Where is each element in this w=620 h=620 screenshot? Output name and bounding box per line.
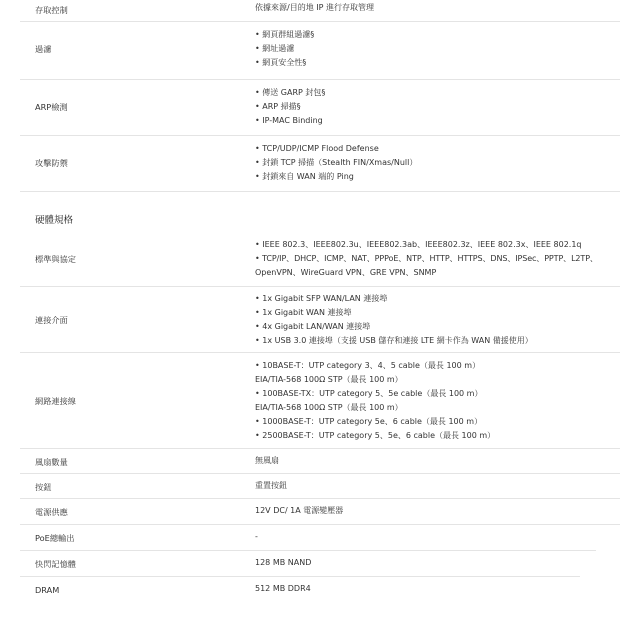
spec-row-flash bbox=[20, 551, 580, 577]
list-item: • IP-MAC Binding bbox=[255, 116, 323, 125]
list-item: EIA/TIA-568 100Ω STP（最長 100 m） bbox=[255, 375, 403, 384]
list-item: • 封鎖 TCP 掃描（Stealth FIN/Xmas/Null） bbox=[255, 158, 418, 167]
spec-label: 過濾 bbox=[35, 44, 52, 54]
list-item: • 網頁群組過濾§ bbox=[255, 30, 315, 39]
list-item: • TCP/UDP/ICMP Flood Defense bbox=[255, 144, 379, 153]
spec-label: DRAM bbox=[35, 585, 60, 595]
spec-value: 無風扇 bbox=[255, 456, 279, 465]
spec-label: 電源供應 bbox=[35, 507, 68, 517]
spec-value: 重置按鈕 bbox=[255, 481, 287, 490]
spec-row-poe bbox=[20, 525, 596, 551]
spec-row-standards bbox=[20, 232, 620, 287]
list-item: • 100BASE-TX：UTP category 5、5e cable（最長 100 m） bbox=[255, 389, 483, 398]
list-item: • 1x USB 3.0 連接埠（支援 USB 儲存和連接 LTE 網卡作為 WAN 備援使用） bbox=[255, 336, 533, 345]
list-item: • 4x Gigabit LAN/WAN 連接埠 bbox=[255, 322, 371, 331]
spec-value-list bbox=[255, 142, 417, 184]
list-item: • ARP 掃描§ bbox=[255, 102, 301, 111]
spec-row-cabling bbox=[20, 353, 620, 449]
spec-row-power bbox=[20, 499, 620, 525]
list-item: • 網址過濾 bbox=[255, 44, 295, 53]
spec-row-filter bbox=[20, 22, 620, 80]
spec-value-list bbox=[255, 292, 533, 348]
spec-value: 128 MB NAND bbox=[255, 558, 312, 567]
spec-row-fans bbox=[20, 449, 620, 474]
list-item: • IEEE 802.3、IEEE802.3u、IEEE802.3ab、IEEE802.3z、IEEE 802.3x、IEEE 802.1q bbox=[255, 240, 582, 249]
list-item: • 2500BASE-T：UTP category 5、5e、6 cable（最長 100 m） bbox=[255, 431, 496, 440]
spec-row-interfaces bbox=[20, 287, 620, 353]
list-item: OpenVPN、WireGuard VPN、GRE VPN、SNMP bbox=[255, 268, 437, 277]
list-item: • 傳送 GARP 封包§ bbox=[255, 88, 326, 97]
spec-label: 按鈕 bbox=[35, 482, 52, 492]
spec-label: ARP檢測 bbox=[35, 102, 68, 112]
spec-label: 網路連接線 bbox=[35, 396, 76, 406]
spec-row-buttons bbox=[20, 474, 620, 499]
spec-label: 風扇數量 bbox=[35, 457, 68, 467]
list-item: • TCP/IP、DHCP、ICMP、NAT、PPPoE、NTP、HTTP、HTTPS、DNS、IPSec、PPTP、L2TP、 bbox=[255, 254, 598, 263]
list-item: • 10BASE-T：UTP category 3、4、5 cable（最長 100 m） bbox=[255, 361, 481, 370]
spec-row-attack-defense bbox=[20, 136, 620, 192]
spec-value-list bbox=[255, 238, 598, 280]
spec-value: 12V DC/ 1A 電源變壓器 bbox=[255, 506, 344, 515]
spec-label: 連接介面 bbox=[35, 315, 68, 325]
spec-value-list bbox=[255, 359, 495, 443]
spec-label: 攻擊防禦 bbox=[35, 158, 68, 168]
spec-label: 存取控制 bbox=[35, 5, 68, 15]
spec-label: 快閃記憶體 bbox=[35, 559, 76, 569]
spec-value-list bbox=[255, 28, 314, 70]
spec-value-list bbox=[255, 86, 325, 128]
spec-value: 512 MB DDR4 bbox=[255, 584, 311, 593]
list-item: • 網頁安全性§ bbox=[255, 58, 307, 67]
list-item: EIA/TIA-568 100Ω STP（最長 100 m） bbox=[255, 403, 403, 412]
spec-row-arp bbox=[20, 80, 620, 136]
list-item: • 1x Gigabit SFP WAN/LAN 連接埠 bbox=[255, 294, 388, 303]
list-item: • 封鎖來自 WAN 端的 Ping bbox=[255, 172, 354, 181]
spec-row-access-control bbox=[20, 0, 620, 22]
spec-value: 依據來源/目的地 IP 進行存取管理 bbox=[255, 3, 374, 12]
spec-value: - bbox=[255, 532, 258, 541]
list-item: • 1x Gigabit WAN 連接埠 bbox=[255, 308, 352, 317]
spec-row-dram bbox=[20, 577, 580, 603]
spec-label: 標準與協定 bbox=[35, 254, 76, 264]
section-heading-hardware: 硬體規格 bbox=[35, 215, 74, 226]
list-item: • 1000BASE-T：UTP category 5e、6 cable（最長 100 m） bbox=[255, 417, 483, 426]
spec-label: PoE總輸出 bbox=[35, 533, 75, 543]
